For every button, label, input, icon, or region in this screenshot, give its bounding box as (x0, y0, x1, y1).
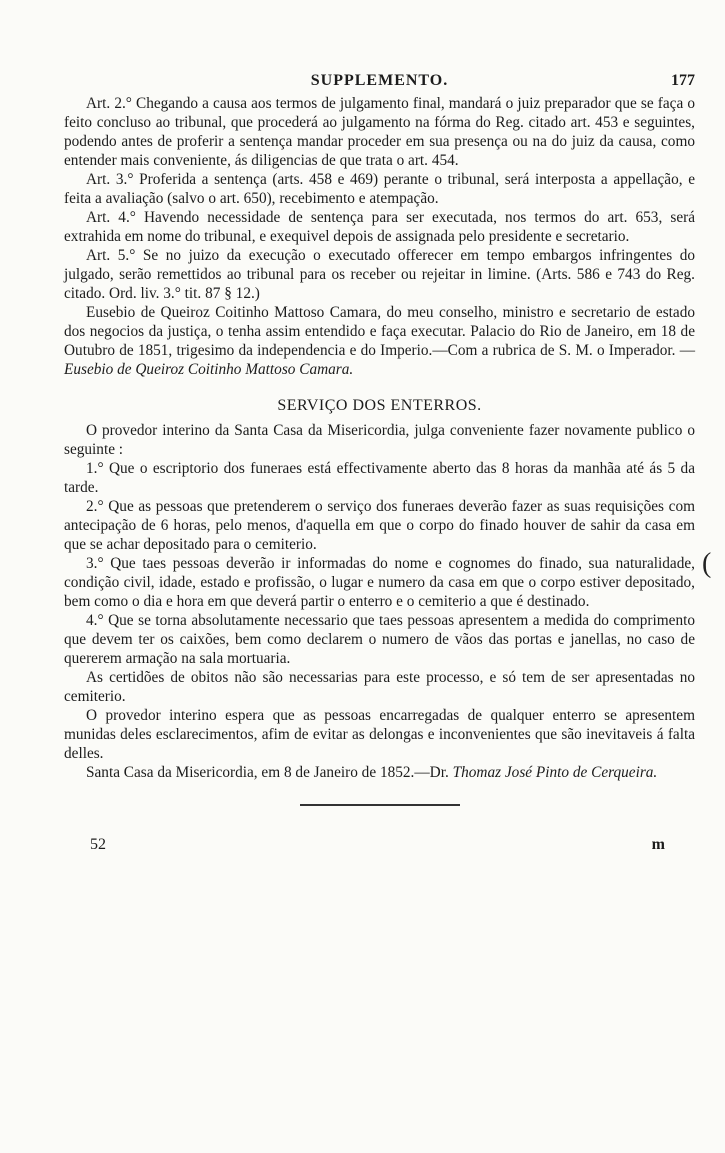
section-item-4: 4.° Que se torna absolutamente necessario que taes pessoas apresentem a medida do comprimento que devem ter os caixões, bem como declarem o numero de vãos das portas e janellas, no caso de quererem armação na sala mortuaria. (64, 612, 695, 667)
page-number: 177 (671, 72, 695, 89)
decree-closing (64, 303, 695, 379)
section-item-1: 1.° Que o escriptorio dos funeraes está effectivamente aberto das 8 horas da manhãa até ás 5 da tarde. (64, 460, 695, 496)
footer-mark: m (651, 836, 665, 853)
closing-rule (300, 804, 460, 806)
section-signature: Thomaz José Pinto de Cerqueira. (452, 764, 658, 781)
section-note-provedor: O provedor interino espera que as pessoas encarregadas de qualquer enterro se apresentem munidas deles esclarecimentos, afim de evitar as delongas e inconvenientes que são inevitaveis á falta delles. (64, 707, 695, 762)
section-note-certificates: As certidões de obitos não são necessarias para este processo, e só tem de ser apresentadas no cemiterio. (64, 669, 695, 705)
decree-signature: Eusebio de Queiroz Coitinho Mattoso Camara. (64, 361, 354, 378)
decree-body (64, 94, 695, 379)
article-3: Art. 3.° Proferida a sentença (arts. 458 e 469) perante o tribunal, será interposta a appellação, e feita a avaliação (salvo o art. 650), recebimento e atempação. (64, 171, 695, 207)
section-intro: O provedor interino da Santa Casa da Misericordia, julga conveniente fazer novamente publico o seguinte : (64, 422, 695, 458)
decree-closing-text: Eusebio de Queiroz Coitinho Mattoso Camara, do meu conselho, ministro e secretario de estado dos negocios da justiça, o tenha assim entendido e faça executar. Palacio do Rio de Janeiro, em 18 de Outubro de 1851, trigesimo da independencia e do Imperio.—Com a rubrica de S. M. o Imperador. — (64, 304, 695, 359)
section-item-3: 3.° Que taes pessoas deverão ir informadas do nome e cognomes do finado, sua naturalidade, condição civil, idade, estado e profissão, o lugar e numero da casa em que o corpo estiver depositado, bem como o dia e hora em que deverá partir o enterro e o cemiterio a que é destinado. (64, 555, 695, 610)
section-closing (64, 763, 695, 782)
running-head (64, 72, 695, 94)
article-4: Art. 4.° Havendo necessidade de sentença para ser executada, nos termos do art. 653, será extrahida em nome do tribunal, e exequivel depois de assignada pelo presidente e secretario. (64, 209, 695, 245)
page-footer (64, 836, 695, 858)
article-5: Art. 5.° Se no juizo da execução o executado offerecer em tempo embargos infringentes do julgado, serão remettidos ao tribunal para os receber ou rejeitar in limine. (Arts. 586 e 743 do Reg. citado. Ord. liv. 3.° tit. 87 § 12.) (64, 247, 695, 302)
section-item-2: 2.° Que as pessoas que pretenderem o serviço dos funeraes deverão fazer as suas requisições com antecipação de 6 horas, pelo menos, d'aquella em que o corpo do finado houver de sahir da casa em que se achar depositado para o cemiterio. (64, 498, 695, 553)
section-body (64, 421, 695, 782)
running-title: SUPPLEMENTO. (310, 72, 449, 89)
margin-bracket: ( (702, 548, 712, 579)
section-title: SERVIÇO DOS ENTERROS. (277, 397, 482, 414)
signature-mark: 52 (90, 836, 106, 853)
article-2: Art. 2.° Chegando a causa aos termos de julgamento final, mandará o juiz preparador que se faça o feito concluso ao tribunal, que procederá ao julgamento na fórma do Reg. citado art. 453 e seguintes, podendo antes de proferir a sentença mandar proceder em sua presença ou na do juiz da causa, como entender mais conveniente, ás diligencias de que trata o art. 454. (64, 95, 695, 169)
section-closing-text: Santa Casa da Misericordia, em 8 de Janeiro de 1852.—Dr. (86, 764, 453, 781)
